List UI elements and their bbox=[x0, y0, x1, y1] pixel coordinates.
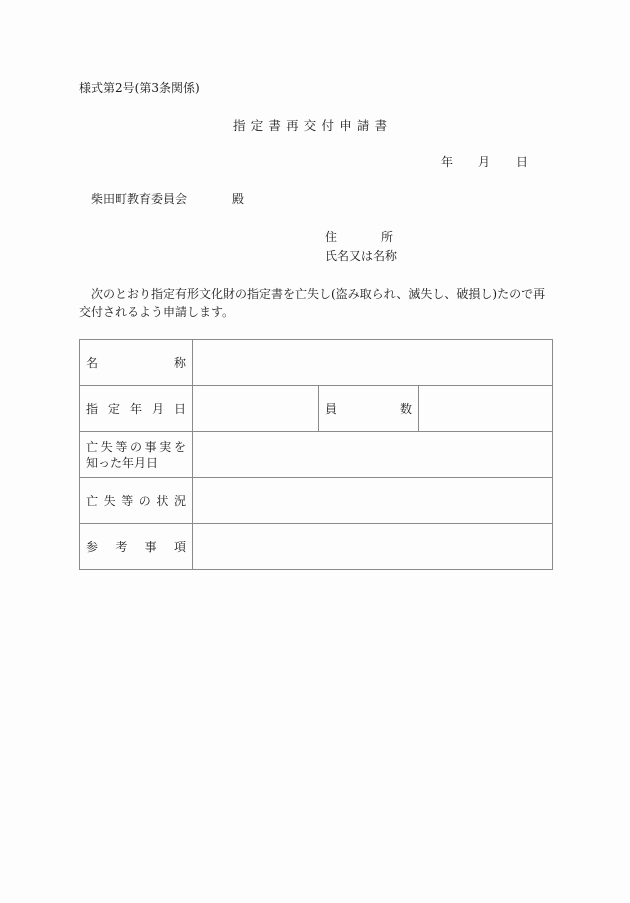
name-label: 氏名又は名称 bbox=[325, 249, 398, 263]
year-label: 年 bbox=[441, 155, 454, 169]
table-row-remarks bbox=[80, 524, 553, 570]
month-label: 月 bbox=[478, 155, 491, 169]
body-text: 次のとおり指定有形文化財の指定書を亡失し(盗み取られ、滅失し、破損し)たので再交付されるよう申請します。 bbox=[79, 287, 546, 319]
label-loss-situation: 亡 失 等 の 状 況 bbox=[80, 478, 193, 524]
addressee bbox=[91, 191, 244, 207]
value-remarks[interactable] bbox=[193, 524, 553, 570]
label-designation-date: 指 定 年 月 日 bbox=[80, 386, 193, 432]
label-remarks: 参 考 事 項 bbox=[80, 524, 193, 570]
table-row-designation-date bbox=[80, 386, 553, 432]
value-designation-date[interactable] bbox=[193, 386, 319, 432]
value-loss-situation[interactable] bbox=[193, 478, 553, 524]
label-count: 員 数 bbox=[319, 386, 419, 432]
date-line bbox=[441, 154, 528, 170]
value-loss-known-date[interactable] bbox=[193, 432, 553, 478]
value-count[interactable] bbox=[419, 386, 553, 432]
label-name: 名 称 bbox=[80, 340, 193, 386]
table-row-loss-known-date bbox=[80, 432, 553, 478]
table-row-name bbox=[80, 340, 553, 386]
addressee-name: 柴田町教育委員会 bbox=[91, 192, 188, 206]
address-label: 住 所 bbox=[325, 230, 393, 244]
table-row-loss-situation bbox=[80, 478, 553, 524]
application-table bbox=[79, 339, 553, 570]
form-number: 様式第2号(第3条関係) bbox=[79, 81, 200, 95]
day-label: 日 bbox=[516, 155, 529, 169]
addressee-honorific: 殿 bbox=[232, 192, 245, 206]
applicant-block bbox=[325, 229, 397, 267]
document-title: 指定書再交付申請書 bbox=[233, 118, 393, 133]
label-loss-known-date: 亡 失 等 の 事 実 を 知った年月日 bbox=[80, 432, 193, 478]
value-name[interactable] bbox=[193, 340, 553, 386]
